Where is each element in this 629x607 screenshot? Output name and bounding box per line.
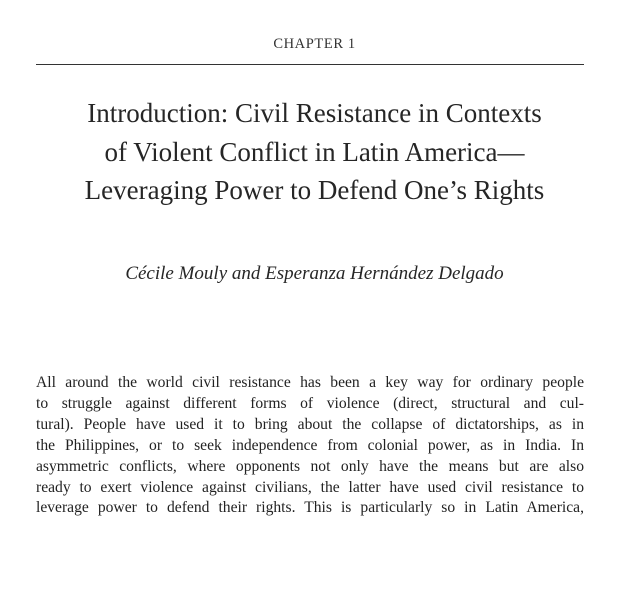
body-paragraph: [36, 373, 584, 519]
title-line: of Violent Conflict in Latin America—: [104, 136, 525, 167]
chapter-label: CHAPTER 1: [273, 36, 356, 52]
body-line: ready to exert violence against civilians, the latter have used civil resistance to: [36, 478, 584, 496]
chapter-rule: [36, 64, 584, 65]
body-line: the Philippines, or to seek independence from colonial power, as in India. In: [36, 436, 584, 454]
title-line: Leveraging Power to Defend One’s Rights: [84, 175, 545, 205]
body-line: All around the world civil resistance has been a key way for ordinary people: [36, 374, 584, 391]
chapter-title: [36, 94, 593, 210]
title-line: Introduction: Civil Resistance in Contexts: [87, 98, 542, 128]
body-line: to struggle against different forms of violence (direct, structural and cul-: [36, 394, 584, 412]
body-line: asymmetric conflicts, where opponents not only have the means but are also: [36, 457, 584, 475]
authors: Cécile Mouly and Esperanza Hernández Delgado: [125, 263, 504, 284]
body-line: leverage power to defend their rights. This is particularly so in Latin America,: [36, 499, 584, 517]
body-line: tural). People have used it to bring about the collapse of dictatorships, as in: [36, 415, 584, 433]
